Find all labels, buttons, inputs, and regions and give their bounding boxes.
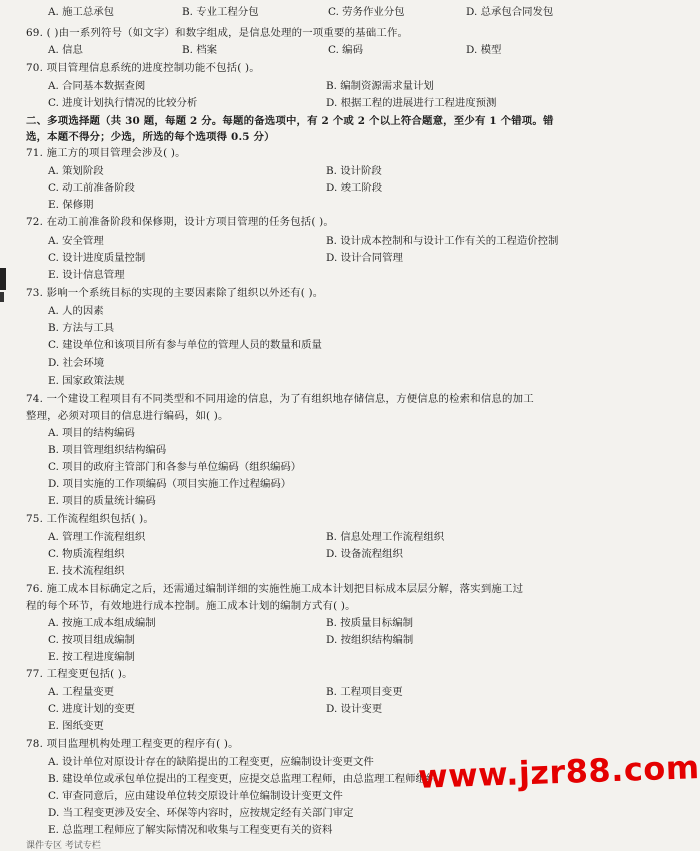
section-heading: 选，本题不得分；少选，所选的每个选项得 0.5 分）: [26, 131, 275, 143]
question-stem: 71. 施工方的项目管理会涉及( )。: [26, 147, 186, 159]
answer-option: A. 合同基本数据查阅: [48, 80, 146, 92]
answer-option: A. 施工总承包: [48, 6, 115, 18]
answer-option: E. 设计信息管理: [48, 269, 125, 281]
answer-option: D. 模型: [466, 44, 502, 56]
answer-option: C. 编码: [328, 44, 363, 56]
answer-option: E. 保修期: [48, 199, 94, 211]
answer-option: A. 信息: [48, 44, 83, 56]
answer-option: A. 项目的结构编码: [48, 427, 135, 439]
answer-option: D. 根据工程的进展进行工程进度预测: [326, 97, 497, 109]
answer-option: D. 社会环境: [48, 357, 105, 369]
question-stem: 76. 施工成本目标确定之后，还需通过编制详细的实施性施工成本计划把目标成本层层分解，落实到施工过: [26, 583, 524, 595]
answer-option: C. 项目的政府主管部门和各参与单位编码（组织编码）: [48, 461, 302, 473]
question-stem: 77. 工程变更包括( )。: [26, 668, 133, 680]
binding-mark: [0, 268, 6, 290]
answer-option: A. 人的因素: [48, 305, 104, 317]
question-stem: 73. 影响一个系统目标的实现的主要因素除了组织以外还有( )。: [26, 287, 324, 299]
answer-option: A. 设计单位对原设计存在的缺陷提出的工程变更，应编制设计变更文件: [48, 756, 374, 768]
answer-option: D. 项目实施的工作项编码（项目实施工作过程编码）: [48, 478, 292, 490]
question-stem: 74. 一个建设工程项目有不同类型和不同用途的信息，为了有组织地存储信息，方便信息的检索和信息的加工: [26, 393, 534, 405]
answer-option: C. 进度计划的变更: [48, 703, 135, 715]
question-stem: 70. 项目管理信息系统的进度控制功能不包括( )。: [26, 62, 260, 74]
answer-option: B. 编制资源需求量计划: [326, 80, 434, 92]
answer-option: C. 按项目组成编制: [48, 634, 135, 646]
answer-option: B. 项目管理组织结构编码: [48, 444, 167, 456]
answer-option: A. 按施工成本组成编制: [48, 617, 156, 629]
answer-option: B. 建设单位或承包单位提出的工程变更，应提交总监理工程师，由总监理工程师组织: [48, 773, 437, 785]
answer-option: C. 动工前准备阶段: [48, 182, 135, 194]
answer-option: A. 策划阶段: [48, 165, 104, 177]
answer-option: B. 设计成本控制和与设计工作有关的工程造价控制: [326, 235, 559, 247]
question-stem: 72. 在动工前准备阶段和保修期，设计方项目管理的任务包括( )。: [26, 216, 334, 228]
answer-option: C. 进度计划执行情况的比较分析: [48, 97, 198, 109]
question-stem: 75. 工作流程组织包括( )。: [26, 513, 154, 525]
answer-option: B. 方法与工具: [48, 322, 115, 334]
question-stem: 78. 项目监理机构处理工程变更的程序有( )。: [26, 738, 239, 750]
answer-option: C. 设计进度质量控制: [48, 252, 146, 264]
section-heading: 二、多项选择题（共 30 题，每题 2 分。每题的备选项中，有 2 个或 2 个以上符合题意，至少有 1 个错项。错: [26, 115, 554, 127]
answer-option: B. 信息处理工作流程组织: [326, 531, 445, 543]
answer-option: E. 项目的质量统计编码: [48, 495, 156, 507]
answer-option: E. 图纸变更: [48, 720, 104, 732]
answer-option: E. 国家政策法规: [48, 375, 125, 387]
answer-option: D. 当工程变更涉及安全、环保等内容时，应按规定经有关部门审定: [48, 807, 354, 819]
answer-option: E. 按工程进度编制: [48, 651, 135, 663]
answer-option: A. 工程量变更: [48, 686, 115, 698]
answer-option: D. 设计合同管理: [326, 252, 403, 264]
answer-option: B. 按质量目标编制: [326, 617, 413, 629]
binding-mark-small: [0, 292, 4, 302]
website-watermark[interactable]: www.jzr88.com: [417, 748, 700, 796]
answer-option: D. 竣工阶段: [326, 182, 383, 194]
answer-option: C. 审查同意后，应由建设单位转交原设计单位编制设计变更文件: [48, 790, 343, 802]
question-stem: 程的每个环节，有效地进行成本控制。施工成本计划的编制方式有( )。: [26, 600, 356, 612]
answer-option: A. 管理工作流程组织: [48, 531, 146, 543]
answer-option: A. 安全管理: [48, 235, 104, 247]
answer-option: C. 物质流程组织: [48, 548, 125, 560]
answer-option: D. 按组织结构编制: [326, 634, 414, 646]
answer-option: E. 总监理工程师应了解实际情况和收集与工程变更有关的资料: [48, 824, 333, 836]
answer-option: B. 专业工程分包: [182, 6, 259, 18]
answer-option: E. 技术流程组织: [48, 565, 125, 577]
question-stem: 69. ( )由一系列符号（如文字）和数字组成，是信息处理的一项重要的基础工作。: [26, 27, 409, 39]
answer-option: B. 工程项目变更: [326, 686, 403, 698]
answer-option: B. 设计阶段: [326, 165, 382, 177]
answer-option: D. 总承包合同发包: [466, 6, 554, 18]
answer-option: D. 设计变更: [326, 703, 383, 715]
answer-option: D. 设备流程组织: [326, 548, 403, 560]
answer-option: C. 建设单位和该项目所有参与单位的管理人员的数量和质量: [48, 339, 322, 351]
question-stem: 整理，必须对项目的信息进行编码，如( )。: [26, 410, 229, 422]
answer-option: B. 档案: [182, 44, 218, 56]
page-footer: 课件专区 考试专栏: [26, 841, 101, 851]
answer-option: C. 劳务作业分包: [328, 6, 405, 18]
